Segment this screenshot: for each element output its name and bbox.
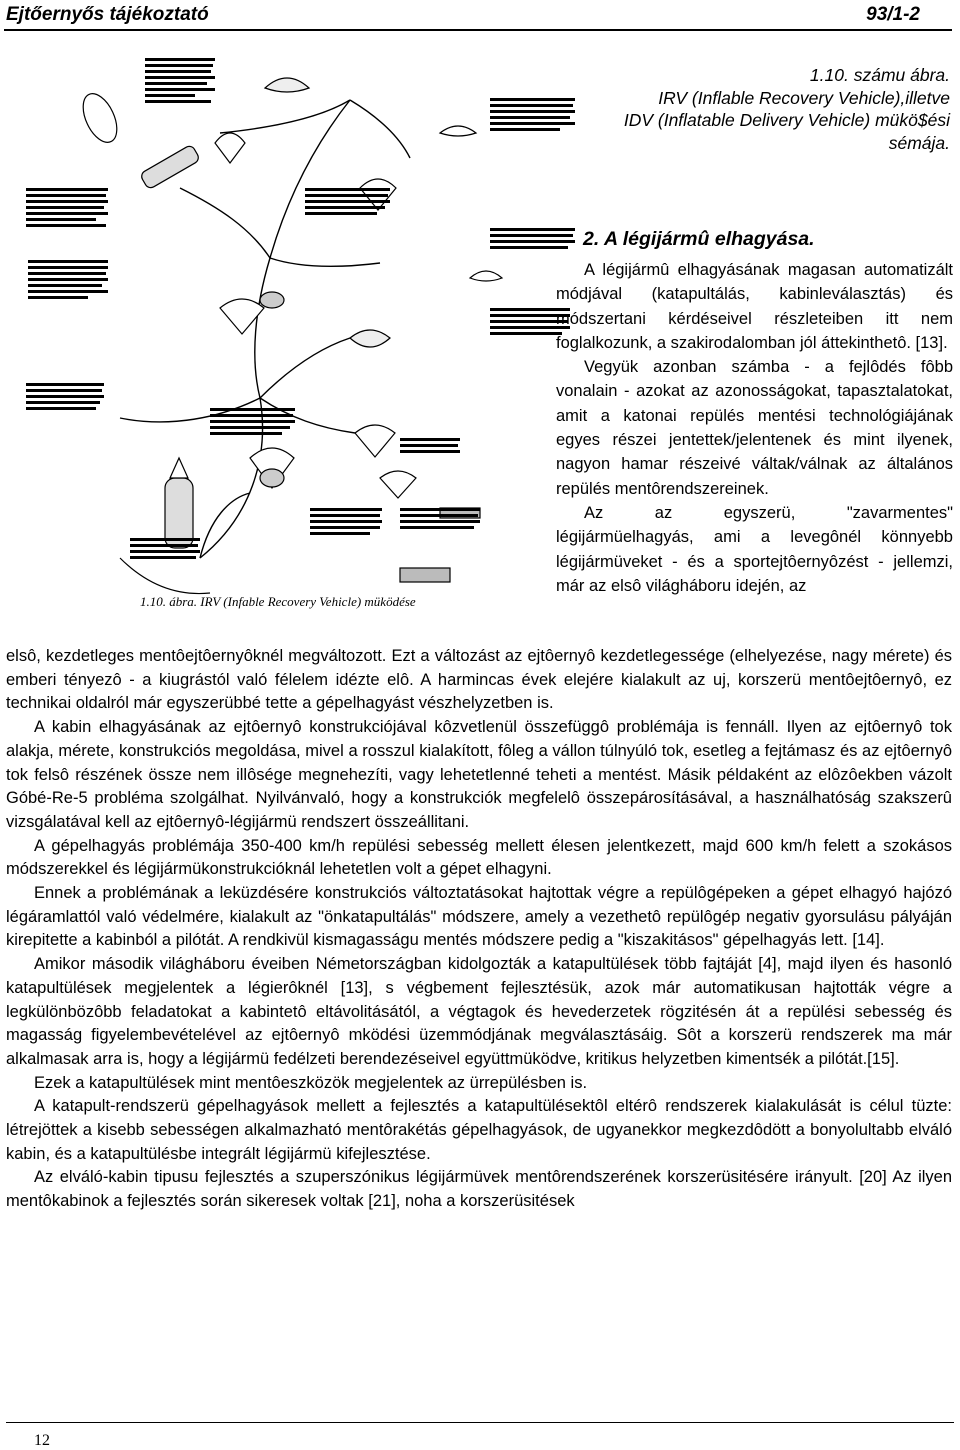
paragraph: Vegyük azonban számba - a fejlôdés fôbb vonalain - azokat az azonosságokat, tapasztalatokat, amit a katonai repülés mentési technológiájának egyes részei jentettek/jelentenek és mint ilyenek, nagyon hamar részeivé váltak/válnak az általános repülés mentôrendszereinek. bbox=[556, 358, 953, 498]
paragraph: A légijármû elhagyásának magasan automatizált módjával (katapultálás, kabinleválasztás) és módszertani kérdéseivel részleteiben itt nem foglalkozunk, a szakirodalomban jól áttekinthetô. [13]. bbox=[556, 261, 953, 352]
caption-line: 1.10. számu ábra. bbox=[809, 65, 950, 85]
publication-title: Ejtőernyős tájékoztató bbox=[6, 4, 209, 25]
page-number: 12 bbox=[34, 1432, 50, 1449]
paragraph: Az az egyszerü, "zavarmentes" légijármüelhagyás, ami a levegônél könnyebb légijármüveket - és a sportejtôernyôzést - jellemzi, már az elsô világháboru idején, az bbox=[556, 503, 953, 595]
caption-line: sémája. bbox=[888, 132, 950, 153]
right-column-text bbox=[556, 258, 953, 598]
issue-number: 93/1-2 bbox=[866, 4, 920, 25]
paragraph: Az elváló-kabin tipusu fejlesztés a szuperszónikus légijármüvek mentôrendszerének korszerüsitésére irányult. [20] Az ilyen mentôkabinok a fejlesztés során sikeresek voltak [21], noha a korszerüsitések bbox=[6, 1168, 952, 1211]
page-header bbox=[0, 0, 960, 38]
paragraph: Ezek a katapultülések mint mentôeszközök megjelentek az ürrepülésben is. bbox=[34, 1073, 588, 1092]
body-text bbox=[6, 645, 952, 1214]
figure-caption bbox=[580, 64, 950, 154]
figure-label: 1.10. ábra. IRV (Infable Recovery Vehicle) müködése bbox=[140, 594, 416, 609]
paragraph: Amikor második világháboru éveiben Németországban kidolgozták a katapultülések több fajtáját [4], majd ilyen és hasonló katapultülések megjelentek a légierôknél [13], s végbement fejlesztésük, azok már automatikusan hajtották végre a legkülönbözôbb feladatokat a kabintetô eltávolitásától, a végtagok és hevederzetek rögzitésén át a repülési sebesség és magasság figyelembevételével az ejtôernyô mködési üzemmódjának megválasztásáig. Sôt a korszerü rendszerek ma már alkalmasak arra is, hogy a légijármü fedélzeti berendezéseivel együttmüködve, kritikus helyzetben kimentsék a pilótát.[15]. bbox=[6, 955, 952, 1068]
paragraph: Ennek a problémának a leküzdésére konstrukciós változtatásokat hajtottak végre a repülôgépeken a gépet elhagyó hajózó légáramlattól való védelmére, kialakult az "önkatapultálás" módszere, amely a vezethetô repülôgép negativ gyorsulásu pályáján kirepitette a kabinból a pilótát. A rendkivül kismagasságu mentés módszere pedig a "kiszakitásos" gépelhagyás lett. [14]. bbox=[6, 884, 952, 950]
paragraph: A kabin elhagyásának az ejtôernyô konstrukciójával kôzvetlenül összefüggô problémája is fennáll. Ilyen az ejtôernyô tok alakja, mérete, konstrukciós megoldása, mivel a rosszul kialakított, fôleg a vállon túlnyúló tok, esetleg a fejtámasz és az ejtôernyô tok felsô részének össze nem illôsége megnehezíti, vagy lehetetlenné teheti a mentést. Másik példaként az elôzôekben vázolt Góbé-Re-5 probléma szolgálhat. Nyilvánvaló, hogy a konstrukciók megfelelô összepárosításával, a használhatóság szakszerû vizsgálatával kell az ejtôernyô-légijármü rendszert összeállitani. bbox=[6, 718, 952, 831]
caption-line: IRV (Inflable Recovery Vehicle),illetve bbox=[658, 87, 950, 108]
paragraph: A katapult-rendszerü gépelhagyások mellett a fejlesztés a katapultülésektôl eltérô rendszerek kialakulását is célul tüzte: létrejöttek a kisebb sebességen alkalmazható mentôrakétás gépelhagyások, de ugyanekkor megkezdôdött a bonyolultabb elváló kabin, és a katapultülésbe integrált légijármü kifejlesztése. bbox=[6, 1097, 952, 1163]
paragraph: A gépelhagyás problémája 350-400 km/h repülési sebesség mellett élesen jelentkezett, majd 600 km/h felett a szokásos módszerekkel és légijármükonstrukcióknál lehetetlen volt a gépet elhagyni. bbox=[6, 836, 952, 879]
header-rule bbox=[4, 29, 952, 31]
irv-diagram-figure bbox=[20, 38, 580, 618]
section-heading: 2. A légijármû elhagyása. bbox=[583, 228, 815, 250]
caption-line: IDV (Inflatable Delivery Vehicle) mükö$ési bbox=[623, 110, 950, 130]
paragraph: elsô, kezdetleges mentôejtôernyôknél megváltozott. Ezt a változást az ejtôernyô kezdetlegessége (elhelyezése, nagy mérete) és emberi tényezô - a kiugrástól való félelem idézte elô. A harmincas évek elejére kialakult az uj, korszerü mentôejtôernyô, ez technikai oldalról már egyszerübbé tette a gépelhagyást vészhelyzetben is. bbox=[6, 647, 952, 713]
footer-rule bbox=[6, 1422, 954, 1423]
